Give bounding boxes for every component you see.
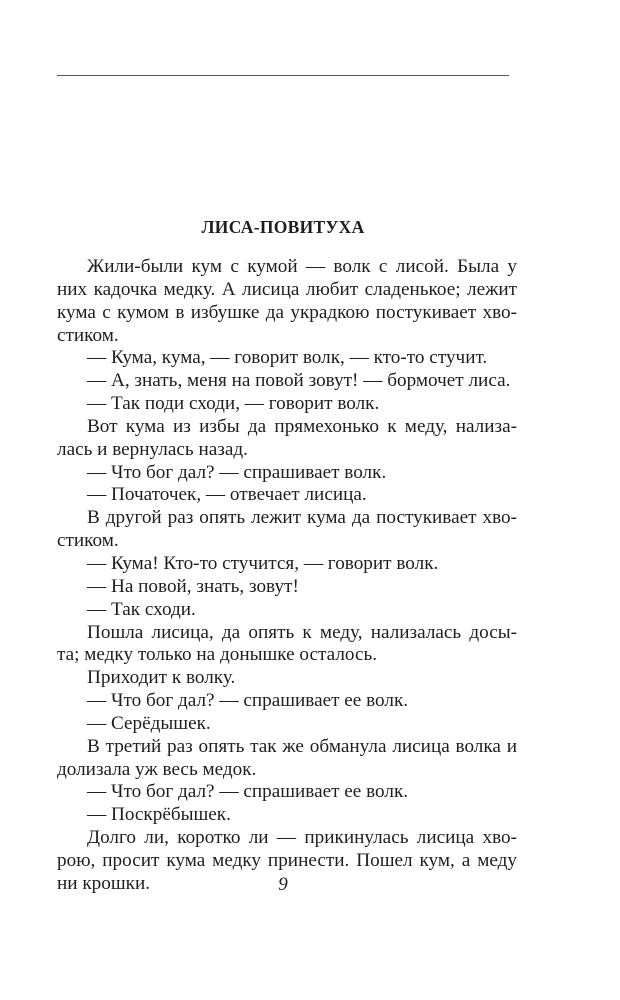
text-line: та; медку только на донышке осталось. xyxy=(57,644,378,666)
text-line: — Что бог дал? — спрашивает волк. xyxy=(87,461,387,483)
text-line: ни крошки. xyxy=(57,872,151,894)
text-line: — Что бог дал? — спрашивает ее волк. xyxy=(87,781,409,803)
text-line: — Что бог дал? — спрашивает ее волк. xyxy=(87,690,409,712)
text-line: рою, просит кума медку принести. Пошел кум, а меду xyxy=(57,849,517,871)
text-line: — Так сходи. xyxy=(87,598,196,620)
text-line: — А, знать, меня на повой зовут! — бормочет лиса. xyxy=(87,370,511,392)
text-line: — Кума, кума, — говорит волк, — кто-то стучит. xyxy=(87,347,488,369)
text-line: Приходит к волку. xyxy=(87,667,236,689)
text-line: — Поскрёбышек. xyxy=(87,804,231,826)
text-line: — Кума! Кто-то стучится, — говорит волк. xyxy=(87,552,439,574)
text-line: лась и вернулась назад. xyxy=(57,438,248,460)
text-line: — Серёдышек. xyxy=(87,712,211,734)
text-line: Долго ли, коротко ли — прикинулась лисица хво- xyxy=(87,827,517,849)
text-line: кума с кумом в избушке да украдкою постукивает хво- xyxy=(57,301,517,323)
text-line: Вот кума из избы да прямехонько к меду, нализа- xyxy=(87,415,517,437)
text-line: — Початочек, — отвечает лисица. xyxy=(87,484,367,506)
text-line: В другой раз опять лежит кума да постукивает хво- xyxy=(87,507,517,529)
body-text xyxy=(57,256,517,896)
header-rule xyxy=(57,75,509,76)
text-line: долизала уж весь медок. xyxy=(57,758,257,780)
text-line: Жили-были кум с кумой — волк с лисой. Была у xyxy=(87,256,517,277)
text-line: них кадочка медку. А лисица любит сладенькое; лежит xyxy=(57,278,517,300)
text-line: — На повой, знать, зовут! xyxy=(87,575,299,597)
text-line: Пошла лисица, да опять к меду, нализалась досы- xyxy=(87,621,517,643)
text-line: стиком. xyxy=(57,324,119,346)
text-line: — Так поди сходи, — говорит волк. xyxy=(87,393,380,415)
text-line: В третий раз опять так же обманула лисица волка и xyxy=(87,735,517,757)
chapter-title: ЛИСА-ПОВИТУХА xyxy=(201,217,365,237)
text-line: стиком. xyxy=(57,530,119,552)
page-number: 9 xyxy=(278,874,288,895)
